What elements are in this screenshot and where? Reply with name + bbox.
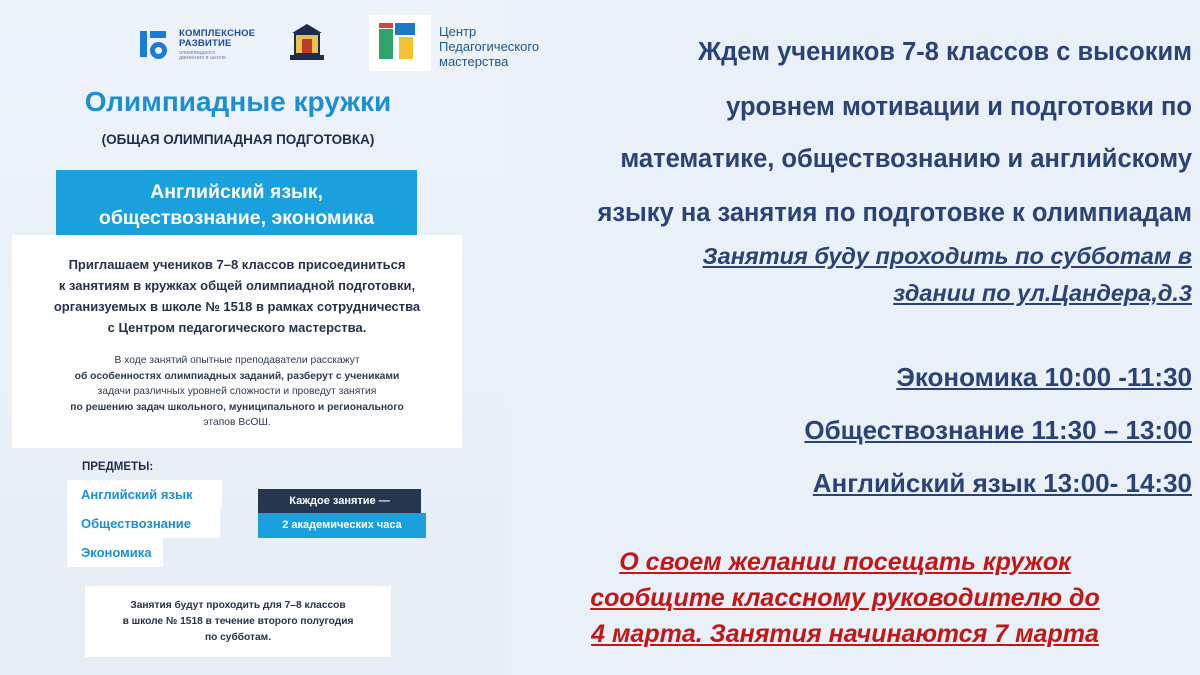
subjects-heading: ПРЕДМЕТЫ: bbox=[82, 461, 154, 473]
kr-logo-line3: олимпиадного bbox=[179, 49, 216, 56]
cpm-logo-icon bbox=[369, 15, 431, 71]
deadline-line: О своем желании посещать кружок bbox=[619, 548, 1071, 576]
kr-logo-line2: РАЗВИТИЕ bbox=[179, 38, 232, 49]
schedule-english: Английский язык 13:00- 14:30 bbox=[812, 468, 1192, 498]
subject-chip: Обществознание bbox=[67, 509, 220, 538]
schedule-note-line: в школе № 1518 в течение второго полугодия bbox=[122, 616, 354, 627]
schedule-note-line: Занятия будут проходить для 7–8 классов bbox=[130, 600, 346, 611]
deadline-line: 4 марта. Занятия начинаются 7 марта bbox=[591, 620, 1099, 648]
cpm-line2: Педагогического bbox=[439, 39, 540, 54]
cpm-line1: Центр bbox=[439, 24, 477, 39]
location-line: здании по ул.Цандера,д.3 bbox=[893, 280, 1192, 306]
logo-bar bbox=[0, 0, 540, 80]
intro-line: математике, обществознанию и английскому bbox=[620, 145, 1192, 173]
invite-text bbox=[12, 254, 462, 338]
location-line: Занятия буду проходить по субботам в bbox=[702, 243, 1192, 269]
invite-card bbox=[12, 235, 462, 448]
kr-logo-line4: движения в школе bbox=[179, 55, 227, 61]
intro-line: Ждем учеников 7-8 классов с высоким bbox=[698, 38, 1192, 66]
banner-line: Английский язык, bbox=[150, 181, 323, 203]
kr-logo-line1: КОМПЛЕКСНОЕ bbox=[179, 27, 256, 39]
banner-line: обществознание, экономика bbox=[98, 207, 375, 229]
intro-line: уровнем мотивации и подготовки по bbox=[726, 93, 1192, 121]
school-building-icon bbox=[290, 24, 324, 64]
poster bbox=[0, 0, 540, 675]
schedule-note-text bbox=[85, 598, 391, 646]
schedule-note-card bbox=[85, 586, 391, 657]
subjects-banner bbox=[56, 170, 417, 240]
details-line: этапов ВсОШ. bbox=[203, 417, 271, 428]
subject-chip: Экономика bbox=[67, 538, 163, 567]
invite-line: к занятиям в кружках общей олимпиадной подготовки, bbox=[58, 278, 416, 293]
subject-chip: Английский язык bbox=[67, 480, 222, 509]
details-text bbox=[12, 353, 462, 431]
invite-line: Приглашаем учеников 7–8 классов присоединиться bbox=[68, 257, 406, 272]
announcement bbox=[505, 0, 1200, 675]
schedule-economics: Экономика 10:00 -11:30 bbox=[896, 362, 1192, 392]
details-line: об особенностях олимпиадных заданий, разберут с учениками bbox=[74, 370, 400, 382]
invite-line: с Центром педагогического мастерства. bbox=[107, 320, 367, 335]
lesson-length-note: Каждое занятие — bbox=[258, 489, 421, 513]
intro-line: языку на занятия по подготовке к олимпиадам bbox=[597, 199, 1192, 227]
lesson-length-note-2: 2 академических часа bbox=[258, 513, 426, 538]
details-line: В ходе занятий опытные преподаватели расскажут bbox=[114, 355, 360, 366]
poster-subtitle: (ОБЩАЯ ОЛИМПИАДНАЯ ПОДГОТОВКА) bbox=[101, 132, 375, 147]
kr-logo bbox=[140, 28, 255, 62]
schedule-note-line: по субботам. bbox=[204, 632, 272, 643]
details-line: по решению задач школьного, муниципального и регионального bbox=[70, 401, 404, 413]
kr-logo-icon bbox=[140, 28, 174, 62]
details-line: задачи различных уровней сложности и проведут занятия bbox=[97, 386, 377, 397]
invite-line: организуемых в школе № 1518 в рамках сотрудничества bbox=[53, 299, 421, 314]
schedule-social: Обществознание 11:30 – 13:00 bbox=[804, 415, 1192, 445]
poster-title: Олимпиадные кружки bbox=[84, 86, 392, 117]
cpm-line3: мастерства bbox=[439, 54, 509, 69]
deadline-line: сообщите классному руководителю до bbox=[590, 584, 1100, 612]
